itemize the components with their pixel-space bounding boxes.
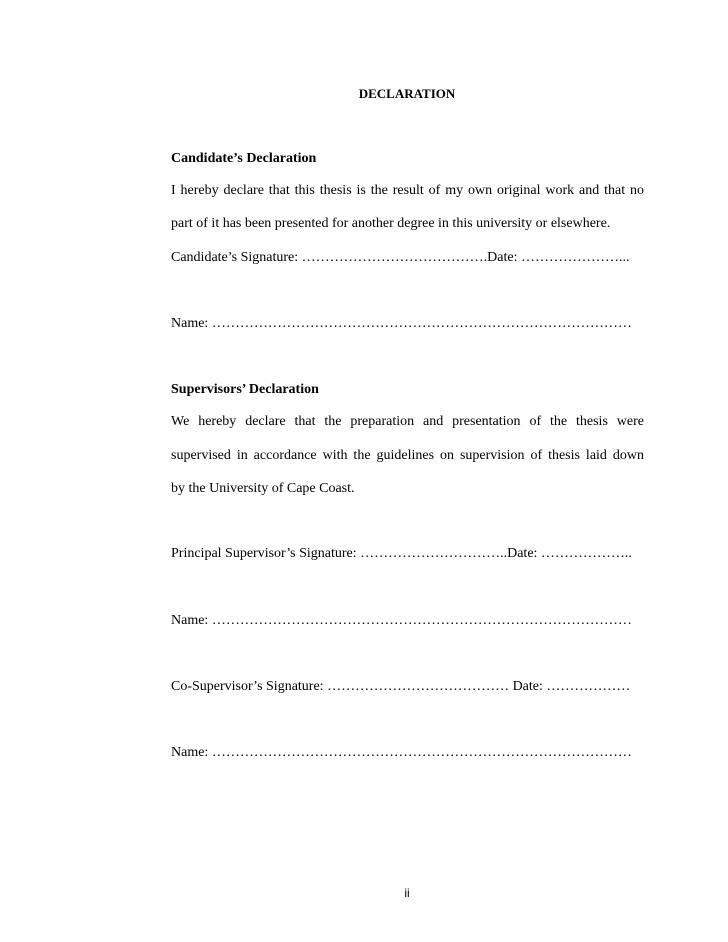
page-number: ii bbox=[404, 886, 410, 900]
supervisors-declaration-text-line-1: We hereby declare that the preparation and presentation of the thesis were bbox=[171, 414, 644, 429]
candidate-name-line: Name: ……………………………………………………………………………… bbox=[171, 316, 632, 331]
supervisors-declaration-text-line-3: by the University of Cape Coast. bbox=[171, 481, 355, 496]
candidate-declaration-text-line-2: part of it has been presented for another degree in this university or elsewhere. bbox=[171, 216, 611, 231]
candidate-declaration-text-line-1: I hereby declare that this thesis is the result of my own original work and that no bbox=[171, 183, 644, 198]
principal-supervisor-signature-date-line: Principal Supervisor’s Signature: …………………………..Date: ……………….. bbox=[171, 546, 632, 561]
candidate-signature-date-line: Candidate’s Signature: ………………………………….Date: …………………... bbox=[171, 250, 630, 265]
co-supervisor-signature-date-line: Co-Supervisor’s Signature: ………………………………… Date: ……………… bbox=[171, 679, 631, 694]
supervisors-declaration-heading: Supervisors’ Declaration bbox=[171, 382, 319, 397]
page-title: DECLARATION bbox=[358, 86, 456, 101]
co-supervisor-name-line: Name: ……………………………………………………………………………… bbox=[171, 745, 632, 760]
supervisors-declaration-text-line-2: supervised in accordance with the guidelines on supervision of thesis laid down bbox=[171, 448, 644, 463]
principal-supervisor-name-line: Name: ……………………………………………………………………………… bbox=[171, 613, 632, 628]
candidate-declaration-heading: Candidate’s Declaration bbox=[171, 151, 317, 166]
